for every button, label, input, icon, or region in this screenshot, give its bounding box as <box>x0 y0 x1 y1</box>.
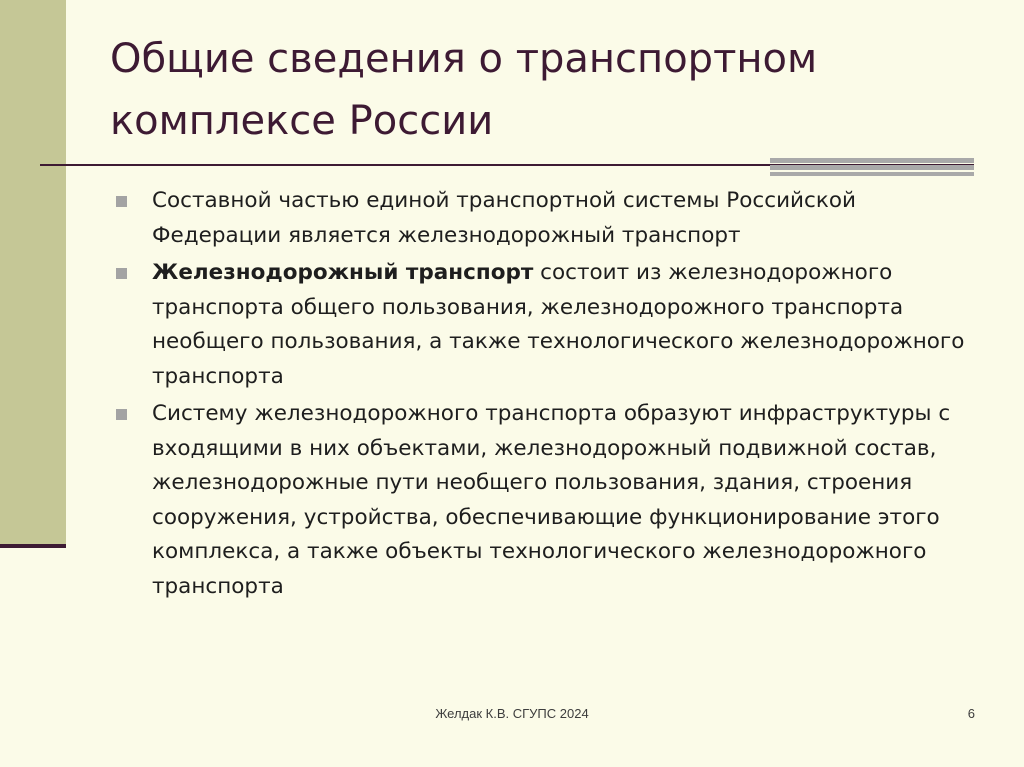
square-bullet-icon <box>116 196 127 207</box>
bullet-bold-text: Железнодорожный транспорт <box>152 260 534 285</box>
bullet-text: Составной частью единой транспортной системы Российской Федерации является железнодорожный транспорт <box>152 188 856 248</box>
title-accent-stripes <box>770 158 974 176</box>
slide-title: Общие сведения о транспортном комплексе России <box>110 36 818 144</box>
side-bar-line <box>0 544 66 548</box>
square-bullet-icon <box>116 409 127 420</box>
bullet-list <box>112 184 972 607</box>
square-bullet-icon <box>116 268 127 279</box>
bullet-text: Систему железнодорожного транспорта образуют инфраструктуры с входящими в них объектами, железнодорожный подвижной состав, железнодорожные пути необщего пользования, здания, строения сооружения, устройства, обеспечивающие функционирование этого комплекса, а также объекты технологического железнодорожного транспорта <box>152 401 951 599</box>
bullet-text: состоит из железнодорожного транспорта общего пользования, железнодорожного транспорта необщего пользования, а также технологического железнодорожного транспорта <box>152 260 965 389</box>
bullet-item <box>112 256 972 394</box>
bullet-item <box>112 397 972 604</box>
side-bar-decoration <box>0 0 66 548</box>
page-number: 6 <box>967 706 975 721</box>
footer-author: Желдак К.В. СГУПС 2024 <box>435 706 589 721</box>
bullet-item <box>112 184 972 253</box>
